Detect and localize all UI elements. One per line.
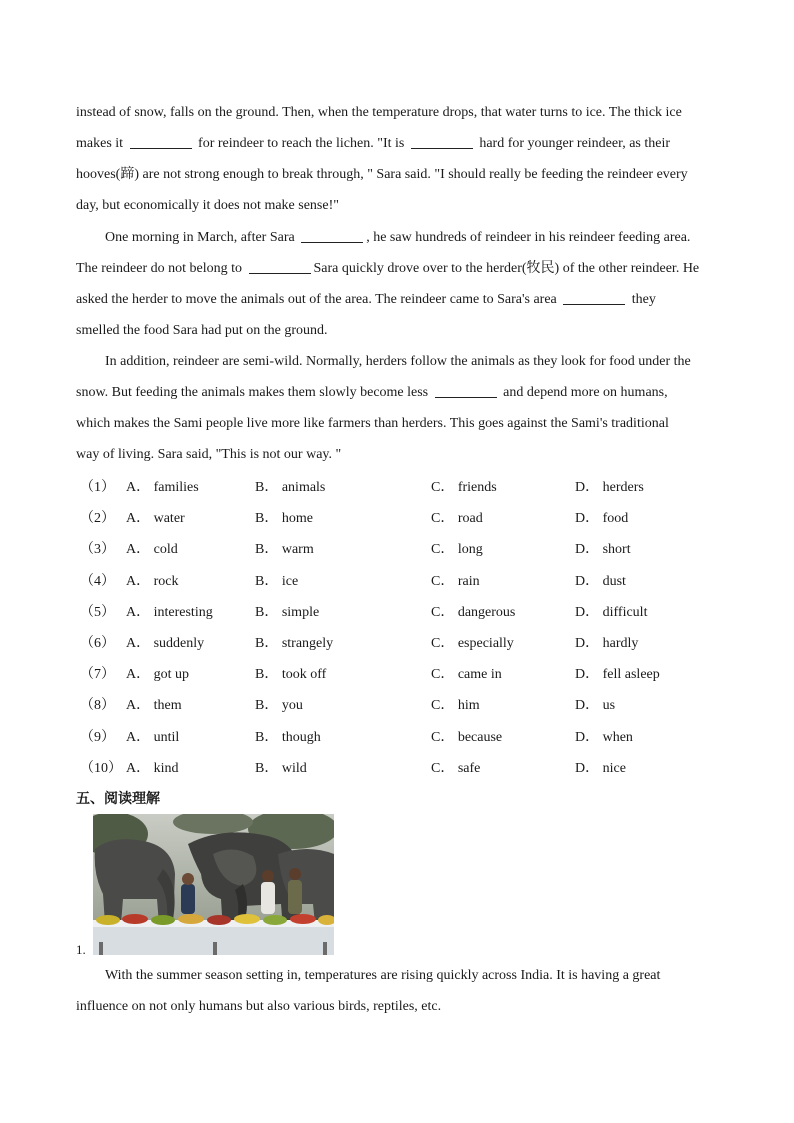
option-c[interactable]: C． friends: [431, 480, 497, 495]
passage-text: for reindeer to reach the lichen. "It is: [194, 136, 408, 151]
question-number: （4）: [80, 573, 115, 589]
option-a[interactable]: A． cold: [126, 542, 178, 558]
passage-text: hard for younger reindeer, as their: [475, 136, 671, 151]
option-c[interactable]: C． especially: [431, 635, 514, 651]
answer-blank[interactable]: [563, 290, 625, 305]
option-a[interactable]: A． kind: [126, 760, 179, 776]
option-b[interactable]: B． strangely: [255, 635, 334, 651]
section-heading: 五、阅读理解: [76, 791, 160, 807]
option-b[interactable]: B． wild: [255, 760, 307, 776]
options-row: [76, 720, 726, 751]
question-number: （6）: [80, 635, 115, 651]
question-number: （10）: [80, 760, 122, 776]
option-d[interactable]: D． short: [575, 542, 631, 558]
option-d[interactable]: D． fell asleep: [575, 667, 660, 683]
option-c[interactable]: C． rain: [431, 573, 480, 589]
option-a[interactable]: A． rock: [126, 573, 179, 589]
passage-text: asked the herder to move the animals out of the area. The reindeer came to Sara's area: [76, 292, 561, 307]
answer-blank[interactable]: [301, 228, 363, 243]
option-b[interactable]: B． though: [255, 729, 321, 745]
option-c[interactable]: C． road: [431, 511, 483, 527]
passage-line: smelled the food Sara had put on the ground.: [76, 323, 328, 338]
option-d[interactable]: D． difficult: [575, 604, 648, 620]
options-row: [76, 626, 726, 657]
question-number: （1）: [80, 480, 115, 495]
passage-text: One morning in March, after Sara: [105, 230, 299, 245]
option-a[interactable]: A． them: [126, 698, 182, 714]
option-a[interactable]: A． got up: [126, 667, 189, 683]
option-d[interactable]: D． hardly: [575, 635, 639, 651]
option-c[interactable]: C． him: [431, 698, 480, 714]
options-row: [76, 657, 726, 688]
answer-blank[interactable]: [411, 134, 473, 149]
passage-text: they: [628, 292, 656, 307]
question-number: （8）: [80, 698, 115, 714]
passage-text: , he saw hundreds of reindeer in his reindeer feeding area.: [366, 230, 691, 245]
passage-line: way of living. Sara said, "This is not our way. ": [76, 447, 342, 462]
answer-options-list: [76, 470, 726, 782]
passage-line: instead of snow, falls on the ground. Then, when the temperature drops, that water turns to ice. The thick ice: [76, 105, 682, 120]
option-b[interactable]: B． simple: [255, 604, 320, 620]
option-c[interactable]: C． long: [431, 542, 483, 558]
reading-line: With the summer season setting in, temperatures are rising quickly across India. It is having a great: [105, 968, 661, 983]
passage-line: [76, 253, 726, 284]
passage-line: hooves(蹄) are not strong enough to break through, " Sara said. "I should really be feeding the reindeer every: [76, 167, 688, 182]
option-d[interactable]: D． when: [575, 729, 633, 745]
passage-text: The reindeer do not belong to: [76, 261, 246, 276]
passage-text: snow. But feeding the animals makes them slowly become less: [76, 385, 432, 400]
passage-paragraph-2: [76, 222, 726, 346]
passage-line: [76, 284, 726, 315]
option-d[interactable]: D． us: [575, 698, 616, 714]
question-number: （5）: [80, 604, 115, 620]
option-b[interactable]: B． home: [255, 511, 313, 527]
options-row: [76, 688, 726, 719]
passage-line: day, but economically it does not make sense!": [76, 198, 339, 213]
option-b[interactable]: B． warm: [255, 542, 314, 558]
question-number: （3）: [80, 542, 115, 558]
option-a[interactable]: A． until: [126, 729, 180, 745]
passage-text: makes it: [76, 136, 127, 151]
question-number: （9）: [80, 729, 115, 745]
option-d[interactable]: D． food: [575, 511, 629, 527]
passage-line: [76, 222, 726, 253]
passage-line: In addition, reindeer are semi-wild. Normally, herders follow the animals as they look for food under the: [105, 354, 691, 369]
options-row: [76, 564, 726, 595]
elephants-photo: [93, 814, 334, 955]
question-number: （2）: [80, 511, 115, 527]
options-row: [76, 595, 726, 626]
option-b[interactable]: B． animals: [255, 480, 326, 495]
question-number: （7）: [80, 667, 115, 683]
question-number-label: 1.: [76, 942, 86, 957]
passage-line: [76, 377, 726, 408]
reading-line: influence on not only humans but also various birds, reptiles, etc.: [76, 999, 442, 1014]
option-a[interactable]: A． suddenly: [126, 635, 205, 651]
option-a[interactable]: A． families: [126, 480, 199, 495]
answer-blank[interactable]: [249, 259, 311, 274]
option-c[interactable]: C． because: [431, 729, 503, 745]
option-b[interactable]: B． ice: [255, 573, 299, 589]
option-c[interactable]: C． came in: [431, 667, 502, 683]
option-a[interactable]: A． interesting: [126, 604, 213, 620]
options-row: [76, 751, 726, 782]
options-row: [76, 501, 726, 532]
option-c[interactable]: C． dangerous: [431, 604, 516, 620]
options-row: [76, 470, 726, 501]
options-row: [76, 532, 726, 563]
option-b[interactable]: B． you: [255, 698, 303, 714]
passage-text: Sara quickly drove over to the herder(牧民) of the other reindeer. He: [313, 261, 700, 276]
option-a[interactable]: A． water: [126, 511, 185, 527]
passage-text: and depend more on humans,: [499, 385, 668, 400]
option-d[interactable]: D． herders: [575, 480, 644, 495]
passage-paragraph-1: [76, 97, 726, 221]
option-d[interactable]: D． nice: [575, 760, 626, 776]
option-d[interactable]: D． dust: [575, 573, 626, 589]
passage-line: [76, 128, 726, 159]
option-c[interactable]: C． safe: [431, 760, 481, 776]
reading-paragraph: [76, 960, 726, 1022]
option-b[interactable]: B． took off: [255, 667, 327, 683]
answer-blank[interactable]: [435, 383, 497, 398]
passage-line: which makes the Sami people live more like farmers than herders. This goes against the Sami's traditional: [76, 416, 669, 431]
passage-paragraph-3: [76, 346, 726, 470]
answer-blank[interactable]: [130, 134, 192, 149]
